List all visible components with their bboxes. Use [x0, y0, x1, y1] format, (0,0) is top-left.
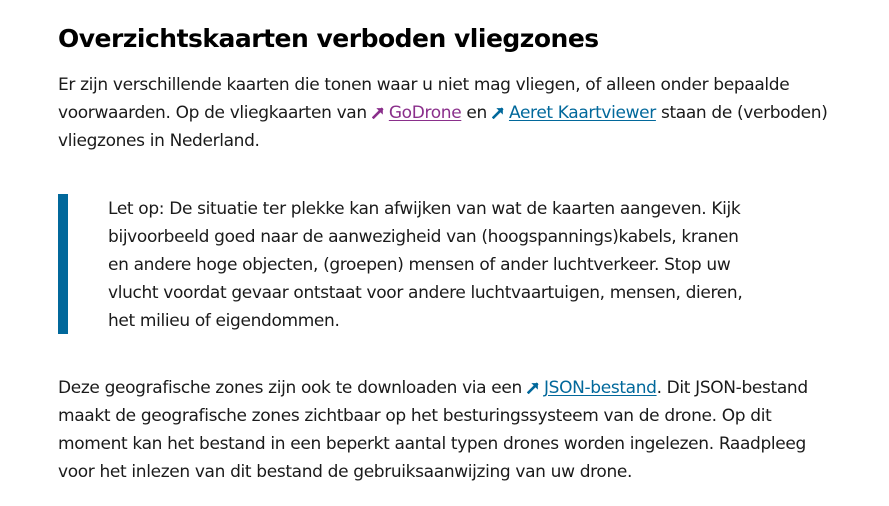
intro-line-1: Er zijn verschillende kaarten die tonen waar u niet mag vliegen, of alleen onder bepaalde — [58, 75, 790, 95]
external-link-icon — [527, 381, 540, 394]
external-link-icon — [372, 106, 385, 119]
download-line-3: moment kan het bestand in een beperkt aantal typen drones worden ingelezen. Raadpleeg — [58, 434, 806, 454]
note-line: Let op: De situatie ter plekke kan afwijken van wat de kaarten aangeven. Kijk — [108, 199, 741, 219]
download-line-4: voor het inlezen van dit bestand de gebruiksaanwijzing van uw drone. — [58, 462, 633, 482]
intro-line-3: vliegzones in Nederland. — [58, 131, 260, 151]
external-link-icon — [492, 106, 505, 119]
note-text — [108, 195, 742, 335]
note-line: en andere hoge objecten, (groepen) mensen of ander luchtverkeer. Stop uw — [108, 255, 731, 275]
intro-line-2: voorwaarden. Op de vliegkaarten van GoDrone en Aeret Kaartviewer staan de (verboden) — [58, 103, 828, 123]
note-accent-bar — [58, 194, 68, 334]
download-paragraph — [58, 374, 808, 486]
aeret-kaartviewer-link[interactable]: Aeret Kaartviewer — [508, 103, 656, 123]
warning-note — [58, 194, 748, 334]
note-line: vlucht voordat gevaar ontstaat voor andere luchtvaartuigen, mensen, dieren, — [108, 283, 743, 303]
godrone-link[interactable]: GoDrone — [388, 103, 462, 123]
download-line-1: Deze geografische zones zijn ook te downloaden via een JSON-bestand. Dit JSON-bestand — [58, 378, 808, 398]
note-line: bijvoorbeeld goed naar de aanwezigheid van (hoogspannings)kabels, kranen — [108, 227, 739, 247]
json-bestand-link[interactable]: JSON-bestand — [543, 378, 657, 398]
note-line: het milieu of eigendommen. — [108, 311, 340, 331]
intro-paragraph — [58, 71, 827, 155]
section-heading: Overzichtskaarten verboden vliegzones — [58, 24, 599, 53]
download-line-2: maakt de geografische zones zichtbaar op het besturingssysteem van de drone. Op dit — [58, 406, 772, 426]
